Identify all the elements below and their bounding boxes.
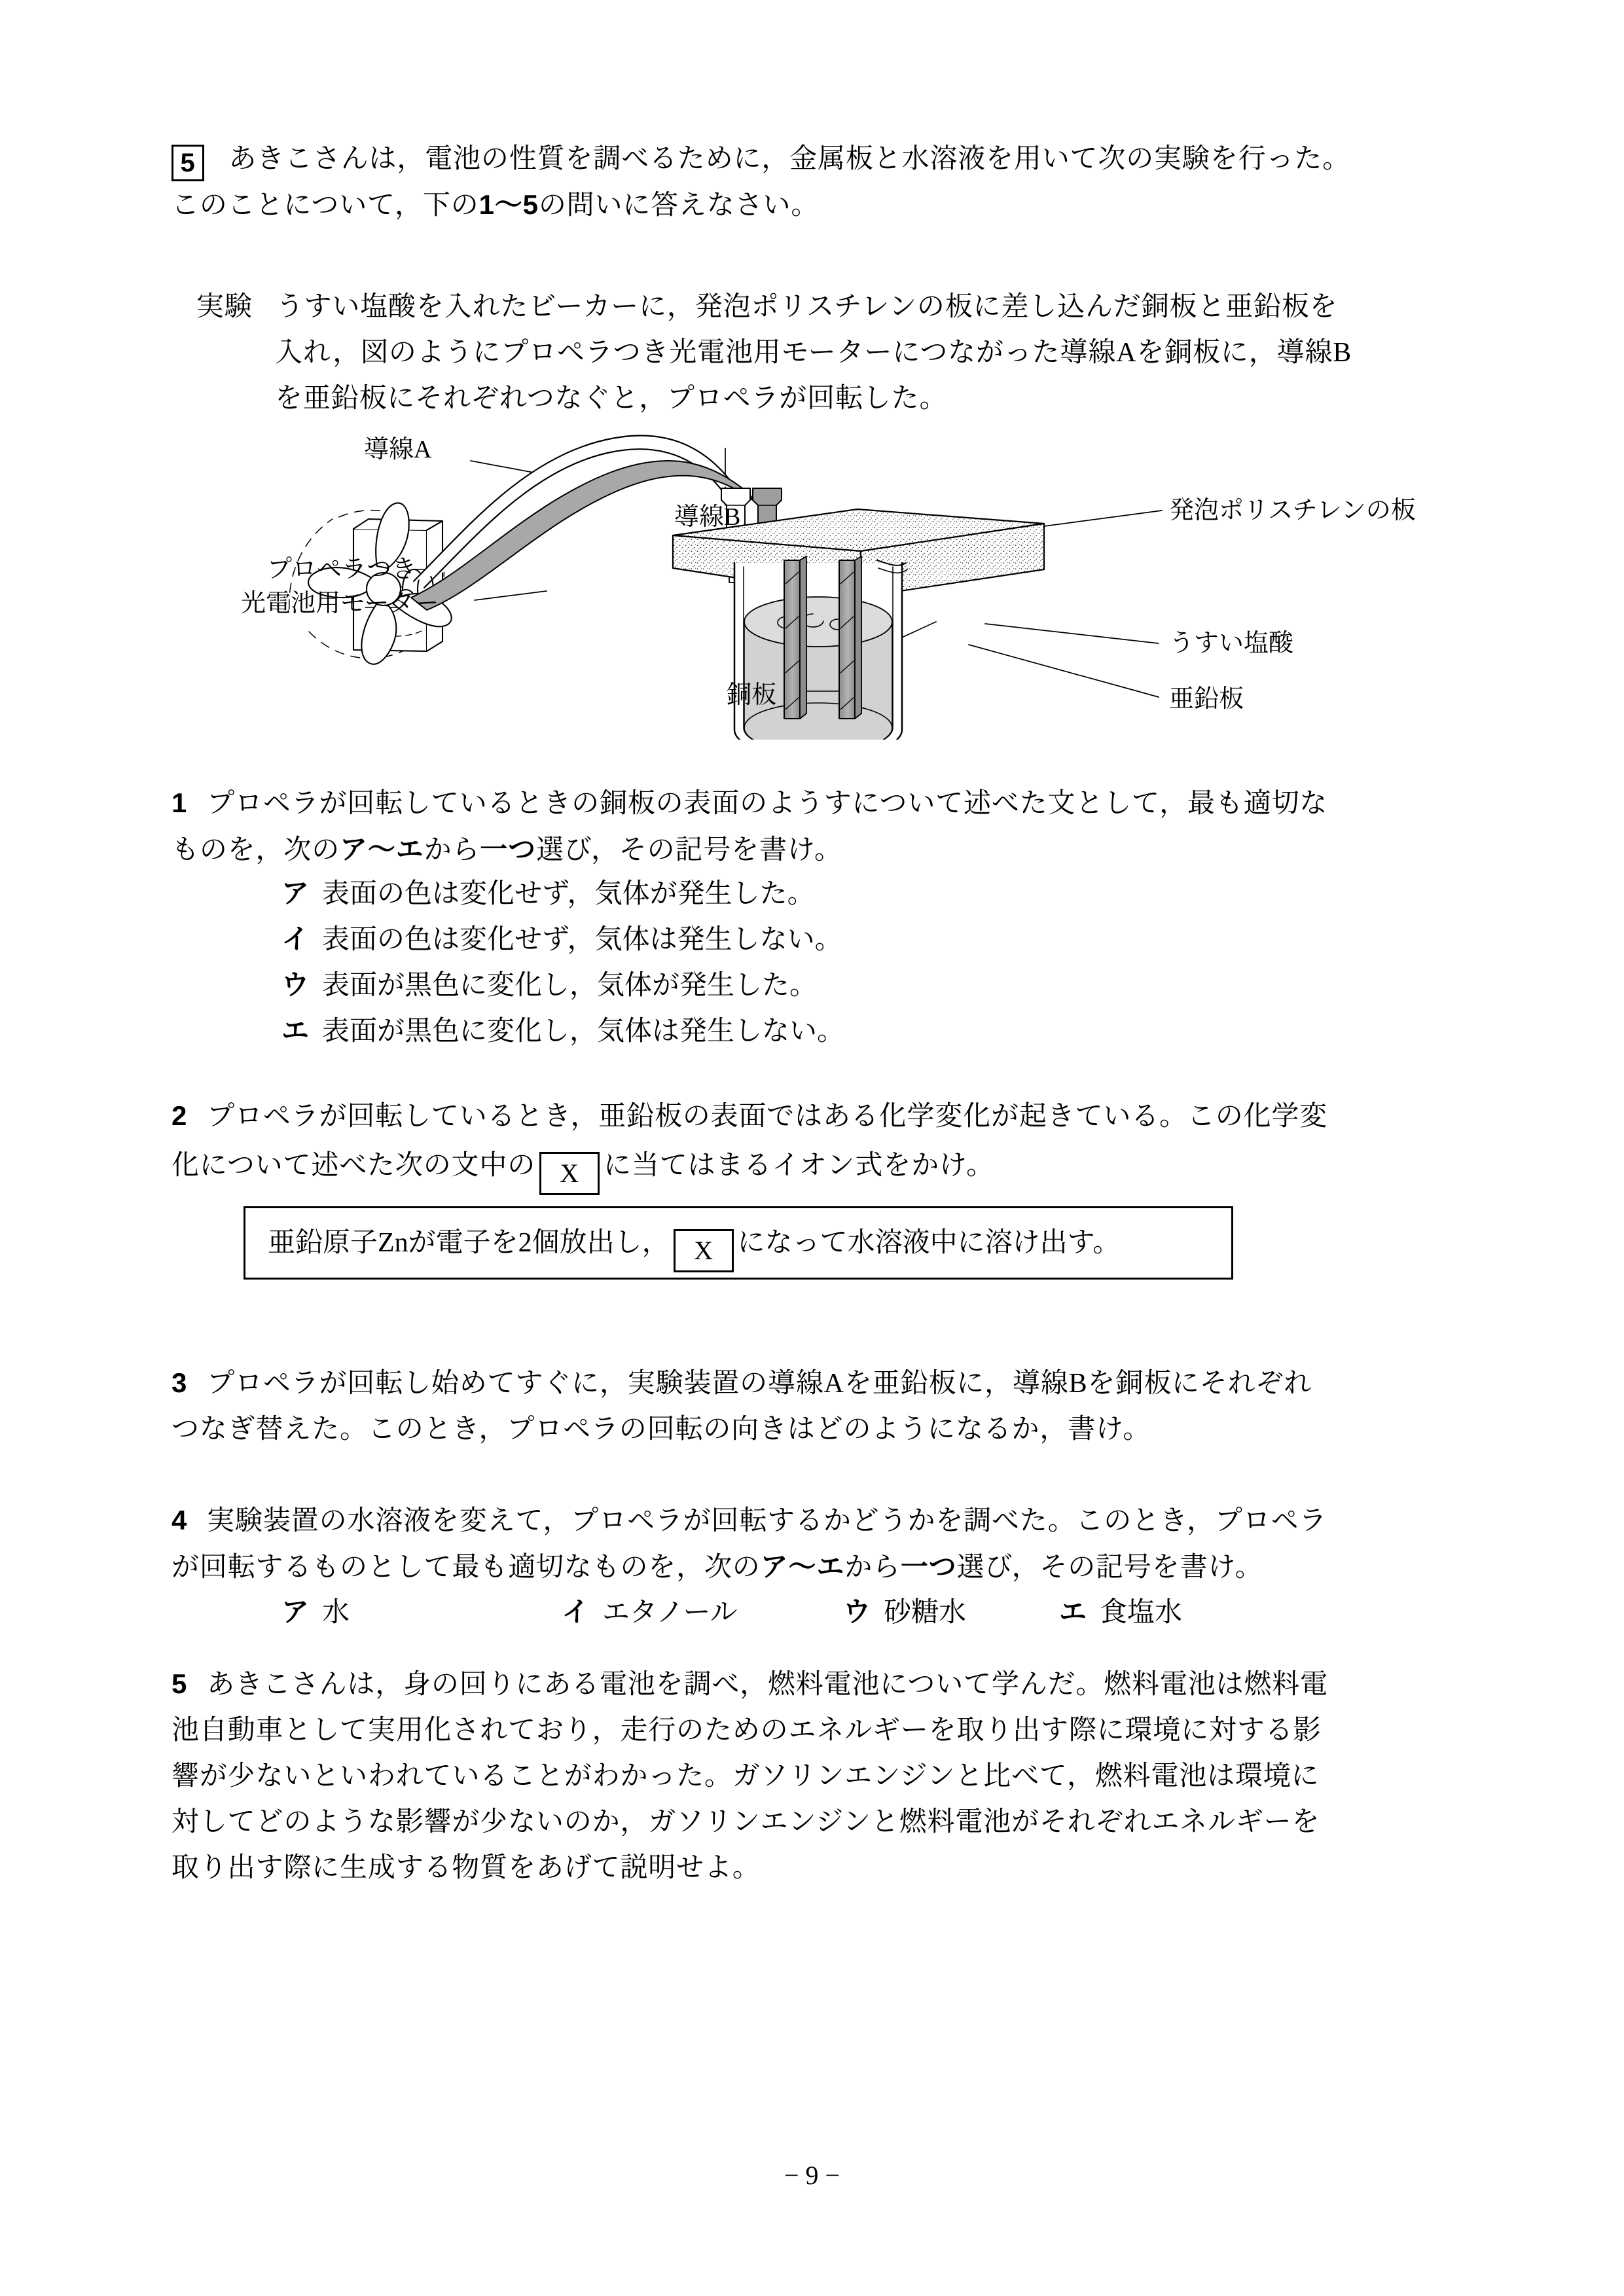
question-4-choice-range: ア〜エ	[760, 1551, 845, 1582]
problem-intro-line2-post: の問いに答えなさい。	[538, 190, 820, 221]
question-1-choice-u[interactable]	[281, 962, 817, 1009]
question-1-line2-pre: ものを，次の	[171, 835, 340, 865]
question-3-number: 3	[171, 1367, 188, 1398]
question-1-line2-mid: から	[424, 835, 480, 865]
figure-label-wire-a: 導線A	[364, 436, 432, 463]
q4-choice-mark-u: ウ	[843, 1596, 871, 1627]
question-3-line1: プロペラが回転し始めてすぐに，実験装置の導線Aを亜鉛板に，導線Bを銅板にそれぞれ	[207, 1369, 1312, 1399]
question-2-statement-post: になって水溶液中に溶け出す。	[737, 1228, 1121, 1258]
question-2-statement-blank-x: X	[674, 1229, 734, 1272]
q4-choice-text-e: 食塩水	[1100, 1598, 1183, 1628]
q4-choice-text-u: 砂糖水	[884, 1598, 967, 1628]
experiment-block	[196, 284, 1460, 422]
question-1-number: 1	[171, 787, 188, 818]
question-5-line2: 池自動車として実用化されており，走行のためのエネルギーを取り出す際に環境に対する影	[171, 1715, 1322, 1746]
figure-label-wire-b: 導線B	[674, 503, 741, 531]
problem-intro	[171, 136, 1454, 228]
question-5	[171, 1661, 1458, 1891]
q4-choice-text-a: 水	[322, 1598, 350, 1628]
question-4-line2-mid: から	[844, 1552, 901, 1583]
question-4-line2-post: 選び，その記号を書け。	[956, 1552, 1263, 1583]
question-4-choice-i[interactable]	[562, 1589, 738, 1636]
problem-intro-line2-pre: このことについて，下の	[171, 190, 479, 221]
problem-intro-line1: あきこさんは，電池の性質を調べるために，金属板と水溶液を用いて次の実験を行った。	[228, 144, 1350, 174]
question-5-line4: 対してどのような影響が少ないのか，ガソリンエンジンと燃料電池がそれぞれエネルギーを	[171, 1807, 1320, 1837]
figure-svg	[249, 432, 1434, 740]
q4-choice-text-i: エタノール	[602, 1598, 738, 1628]
figure-label-dilute-hydrochloric-acid: うすい塩酸	[1169, 630, 1294, 657]
figure-label-polystyrene-board: 発泡ポリスチレンの板	[1169, 497, 1416, 524]
choice-mark-i: イ	[281, 924, 310, 954]
question-2-blank-x: X	[539, 1152, 600, 1195]
question-4-line2-pre: が回転するものとして最も適切なものを，次の	[171, 1552, 761, 1583]
question-1-choice-a[interactable]	[281, 870, 815, 917]
question-2	[171, 1093, 1458, 1195]
question-2-statement-frame	[244, 1206, 1233, 1280]
question-5-line3: 響が少ないといわれていることがわかった。ガソリンエンジンと比べて，燃料電池は環境に	[171, 1761, 1320, 1791]
problem-intro-range: 1〜5	[478, 189, 539, 220]
question-4	[171, 1498, 1458, 1590]
question-2-line2-post: に当てはまるイオン式をかけ。	[604, 1151, 994, 1181]
question-3-line2: つなぎ替えた。このとき，プロペラの回転の向きはどのようになるか，書け。	[171, 1414, 1151, 1444]
choice-text-i: 表面の色は変化せず，気体は発生しない。	[322, 925, 842, 955]
experiment-line3: を亜鉛板にそれぞれつなぐと，プロペラが回転した。	[275, 384, 948, 414]
experiment-figure	[241, 432, 1434, 740]
question-4-number: 4	[171, 1505, 188, 1535]
experiment-label: 実験	[196, 292, 253, 322]
question-4-choice-e[interactable]	[1059, 1589, 1182, 1636]
problem-number-box: 5	[171, 145, 204, 181]
question-1	[171, 780, 1458, 873]
figure-label-motor-line2: 光電池用モーター	[241, 590, 439, 617]
q4-choice-mark-a: ア	[281, 1596, 310, 1627]
question-4-line1: 実験装置の水溶液を変えて，プロペラが回転するかどうかを調べた。このとき，プロペラ	[207, 1506, 1327, 1536]
question-5-line1: あきこさんは，身の回りにある電池を調べ，燃料電池について学んだ。燃料電池は燃料電	[207, 1670, 1328, 1700]
question-2-statement-pre: 亜鉛原子Znが電子を2個放出し，	[268, 1228, 670, 1258]
choice-text-u: 表面が黒色に変化し，気体が発生した。	[322, 971, 818, 1001]
question-2-number: 2	[171, 1100, 188, 1131]
question-2-line2-pre: 化について述べた次の文中の	[171, 1151, 536, 1181]
question-4-choice-u[interactable]	[843, 1589, 966, 1636]
question-2-statement	[268, 1220, 1120, 1272]
figure-label-motor-line1: プロペラつき	[267, 556, 417, 583]
question-4-select-count: 一つ	[900, 1551, 957, 1582]
question-1-choice-e[interactable]	[281, 1008, 844, 1054]
question-1-choice-range: ア〜エ	[340, 834, 424, 865]
choice-mark-e: エ	[281, 1015, 310, 1046]
experiment-line2: 入れ，図のようにプロペラつき光電池用モーターにつながった導線Aを銅板に，導線B	[275, 338, 1352, 368]
question-1-line2-post: 選び，その記号を書け。	[535, 835, 842, 865]
question-1-line1: プロペラが回転しているときの銅板の表面のようすについて述べた文として，最も適切な	[207, 789, 1328, 819]
question-1-select-count: 一つ	[480, 834, 536, 865]
choice-mark-a: ア	[281, 878, 310, 908]
figure-label-copper-plate: 銅板	[727, 681, 777, 709]
question-2-line1: プロペラが回転しているとき，亜鉛板の表面ではある化学変化が起きている。この化学変	[207, 1102, 1328, 1132]
question-5-line5: 取り出す際に生成する物質をあげて説明せよ。	[171, 1853, 761, 1883]
page-number: − 9 −	[784, 2161, 840, 2190]
q4-choice-mark-i: イ	[562, 1596, 590, 1627]
question-1-choice-i[interactable]	[281, 916, 842, 963]
choice-mark-u: ウ	[281, 969, 310, 1000]
question-4-choice-a[interactable]	[281, 1589, 350, 1636]
q4-choice-mark-e: エ	[1059, 1596, 1087, 1627]
choice-text-e: 表面が黒色に変化し，気体は発生しない。	[322, 1016, 845, 1047]
choice-text-a: 表面の色は変化せず，気体が発生した。	[322, 879, 815, 909]
question-3	[171, 1360, 1458, 1452]
figure-label-zinc-plate: 亜鉛板	[1169, 685, 1244, 713]
question-5-number: 5	[171, 1668, 188, 1699]
experiment-line1: うすい塩酸を入れたビーカーに，発泡ポリスチレンの板に差し込んだ銅板と亜鉛板を	[276, 292, 1338, 322]
